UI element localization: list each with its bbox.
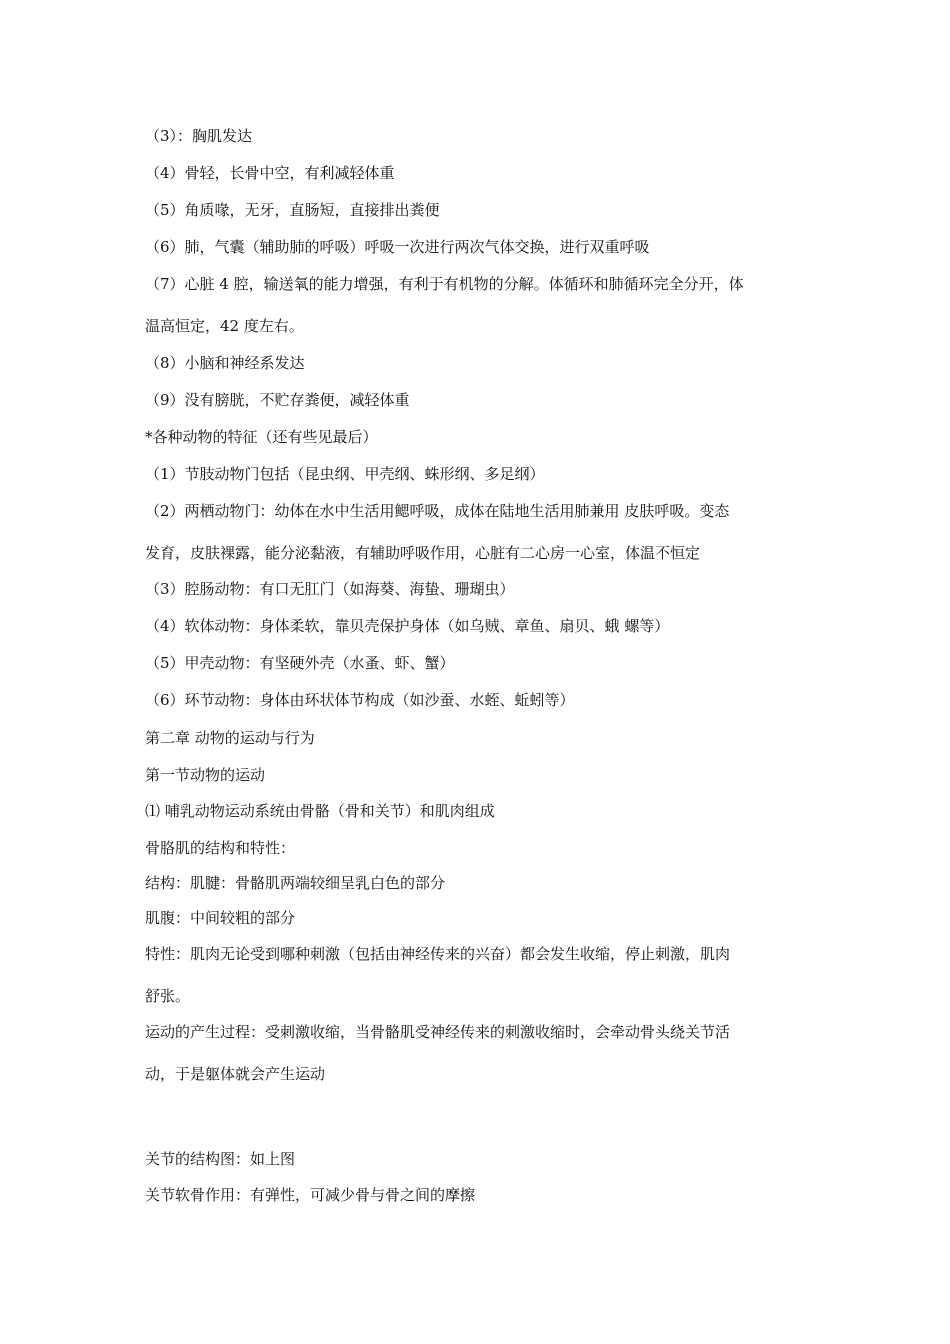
- text-line: 运动的产生过程：受刺激收缩，当骨骼肌受神经传来的刺激收缩时，会牵动骨头绕关节活: [145, 1023, 731, 1041]
- text-line: （5）甲壳动物：有坚硬外壳（水蚤、虾、蟹）: [145, 654, 455, 672]
- text-line: 肌腹：中间较粗的部分: [145, 909, 296, 927]
- text-line: （3）：胸肌发达: [145, 127, 253, 145]
- text-line: （7）心脏 4 腔，输送氧的能力增强，有利于有机物的分解。体循环和肺循环完全分开，体: [145, 275, 744, 293]
- text-line: （4）软体动物：身体柔软，靠贝壳保护身体（如乌贼、章鱼、扇贝、蛾 螺等）: [145, 617, 670, 635]
- text-line: （6）肺，气囊（辅助肺的呼吸）呼吸一次进行两次气体交换，进行双重呼吸: [145, 238, 650, 256]
- text-line: 骨胳肌的结构和特性：: [145, 839, 296, 857]
- text-line: ⑴ 哺乳动物运动系统由骨骼（骨和关节）和肌肉组成: [145, 802, 495, 820]
- text-line: 动，于是躯体就会产生运动: [145, 1065, 326, 1083]
- chapter-heading: 第二章 动物的运动与行为: [145, 729, 315, 747]
- text-line: 关节软骨作用：有弹性，可减少骨与骨之间的摩擦: [145, 1186, 476, 1204]
- text-line: （5）角质喙，无牙，直肠短，直接排出粪便: [145, 201, 440, 219]
- text-line: 结构：肌腱：骨骼肌两端较细呈乳白色的部分: [145, 874, 446, 892]
- text-line: 舒张。: [145, 987, 191, 1005]
- text-line: 关节的结构图：如上图: [145, 1150, 296, 1168]
- text-line: 特性：肌肉无论受到哪种刺激（包括由神经传来的兴奋）都会发生收缩，停止刺激，肌肉: [145, 945, 731, 963]
- text-line: （6）环节动物：身体由环状体节构成（如沙蚕、水蛭、蚯蚓等）: [145, 691, 575, 709]
- text-line: （9）没有膀胱，不贮存粪便，减轻体重: [145, 391, 410, 409]
- text-line: 温高恒定，42 度左右。: [145, 317, 304, 335]
- text-line: （8）小脑和神经系发达: [145, 354, 305, 372]
- section-heading: 第一节动物的运动: [145, 766, 266, 784]
- section-note: *各种动物的特征（还有些见最后）: [145, 428, 378, 446]
- text-line: （4）骨轻，长骨中空，有利减轻体重: [145, 164, 395, 182]
- text-line: （2）两栖动物门：幼体在水中生活用鳃呼吸，成体在陆地生活用肺兼用 皮肤呼吸。变态: [145, 502, 730, 520]
- text-line: （1）节肢动物门包括（昆虫纲、甲壳纲、蛛形纲、多足纲）: [145, 465, 545, 483]
- text-line: 发育，皮肤裸露，能分泌黏液，有辅助呼吸作用，心脏有二心房一心室，体温不恒定: [145, 544, 701, 562]
- text-line: （3）腔肠动物：有口无肛门（如海葵、海蛰、珊瑚虫）: [145, 580, 515, 598]
